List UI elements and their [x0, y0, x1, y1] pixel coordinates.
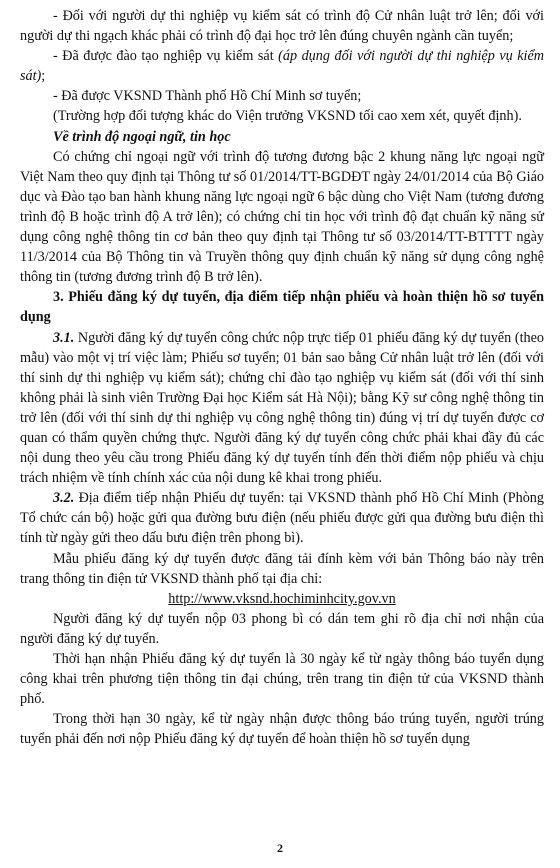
paragraph-3-1 — [20, 328, 544, 489]
paragraph-degree-requirement: - Đối với người dự thi nghiệp vụ kiểm sát có trình độ Cử nhân luật trở lên; đối với người dự thi ngạch khác phải có trình độ đại học trở lên đúng chuyên ngành cần tuyển; — [20, 8, 544, 45]
section-3-heading: 3. Phiếu đăng ký dự tuyển, địa điểm tiếp nhận phiếu và hoàn thiện hồ sơ tuyển dụng — [20, 289, 544, 326]
section-3-2-text: Địa điểm tiếp nhận Phiếu dự tuyển: tại VKSND thành phố Hồ Chí Minh (Phòng Tổ chức cán bộ) hoặc gửi qua đường bưu điện (nếu phiếu được gửi qua đường bưu điện thì tính từ ngày gửi theo dấu bưu điện trên phong bì). — [20, 490, 544, 547]
paragraph-training-end: ; — [41, 68, 46, 85]
paragraph-envelope: Người đăng ký dự tuyển nộp 03 phong bì có dán tem ghi rõ địa chỉ nơi nhận của người đăng ký dự tuyển. — [20, 610, 544, 647]
paragraph-form-download: Mẫu phiếu đăng ký dự tuyển được đăng tải đính kèm với bản Thông báo này trên trang thông tin điện tử VKSND thành phố tại địa chỉ: — [20, 550, 544, 587]
page-number: 2 — [277, 840, 283, 855]
paragraph-language-it: Có chứng chỉ ngoại ngữ với trình độ tương đương bậc 2 khung năng lực ngoại ngữ Việt Nam theo quy định tại Thông tư số 01/2014/TT-BGDĐT ngày 24/01/2014 của Bộ Giáo dục và Đào tạo ban hành khung năng lực ngoại ngữ 6 bậc dùng cho Việt Nam (tương đương trình độ B hoặc trình độ A trở lên); có chứng chỉ tin học với trình độ đạt chuẩn kỹ năng sử dụng công nghệ thông tin cơ bản theo quy định tại Thông tư số 03/2014/TT-BTTTT ngày 11/3/2014 của Bộ Thông tin và Truyền thông quy định chuẩn kỹ năng sử dụng công nghệ thông tin (tương đương trình độ B trở lên). — [20, 148, 544, 286]
paragraph-preliminary: - Đã được VKSND Thành phố Hồ Chí Minh sơ tuyển; — [53, 88, 362, 105]
paragraph-deadline: Thời hạn nhận Phiếu đăng ký dự tuyển là 30 ngày kể từ ngày thông báo tuyển dụng công khai trên phương tiện thông tin đại chúng, trên trang tin điện tử của VKSND thành phố. — [20, 651, 544, 708]
paragraph-3-2 — [20, 488, 544, 548]
paragraph-30-days: Trong thời hạn 30 ngày, kể từ ngày nhận được thông báo trúng tuyển, người trúng tuyển phải đến nơi nộp Phiếu đăng ký dự tuyển để hoàn thiện hồ sơ tuyển dụng — [20, 711, 544, 748]
website-link[interactable]: http://www.vksnd.hochiminhcity.gov.vn — [168, 590, 396, 607]
paragraph-training — [20, 46, 544, 86]
section-3-1-text: Người đăng ký dự tuyển công chức nộp trực tiếp 01 phiếu đăng ký dự tuyển (theo mẫu) vào một vị trí việc làm; Phiếu sơ tuyển; 01 bản sao bằng Cử nhân luật trở lên (đối với thí sinh dự thi nghiệp vụ kiểm sát); chứng chỉ đào tạo nghiệp vụ kiểm sát (đối với thí sinh không phải là sinh viên Trường Đại học Kiểm sát Hà Nội); bằng Kỹ sư công nghệ thông tin trở lên (đối với thí sinh dự thi nghiệp vụ công nghệ thông tin) đúng vị trí dự tuyển được cơ quan có thẩm quyền chứng thực. Người đăng ký dự tuyển công chức phải khai đầy đủ các nội dung theo yêu cầu trong Phiếu đăng ký dự tuyển tính đến thời điểm nộp phiếu và chịu trách nhiệm về tính chính xác của nội dung kê khai trong phiếu. — [20, 329, 544, 487]
paragraph-exception: (Trường hợp đối tượng khác do Viện trưởng VKSND tối cao xem xét, quyết định). — [53, 108, 522, 125]
paragraph-training-text: - Đã được đào tạo nghiệp vụ kiểm sát — [53, 48, 279, 65]
paragraph-training-note: (áp dụng đối với người dự thi nghiệp vụ kiểm sát) — [20, 48, 544, 85]
heading-language-it: Về trình độ ngoại ngữ, tin học — [53, 128, 231, 145]
section-3-1-label: 3.1. — [53, 329, 75, 346]
section-3-2-label: 3.2. — [53, 490, 75, 507]
